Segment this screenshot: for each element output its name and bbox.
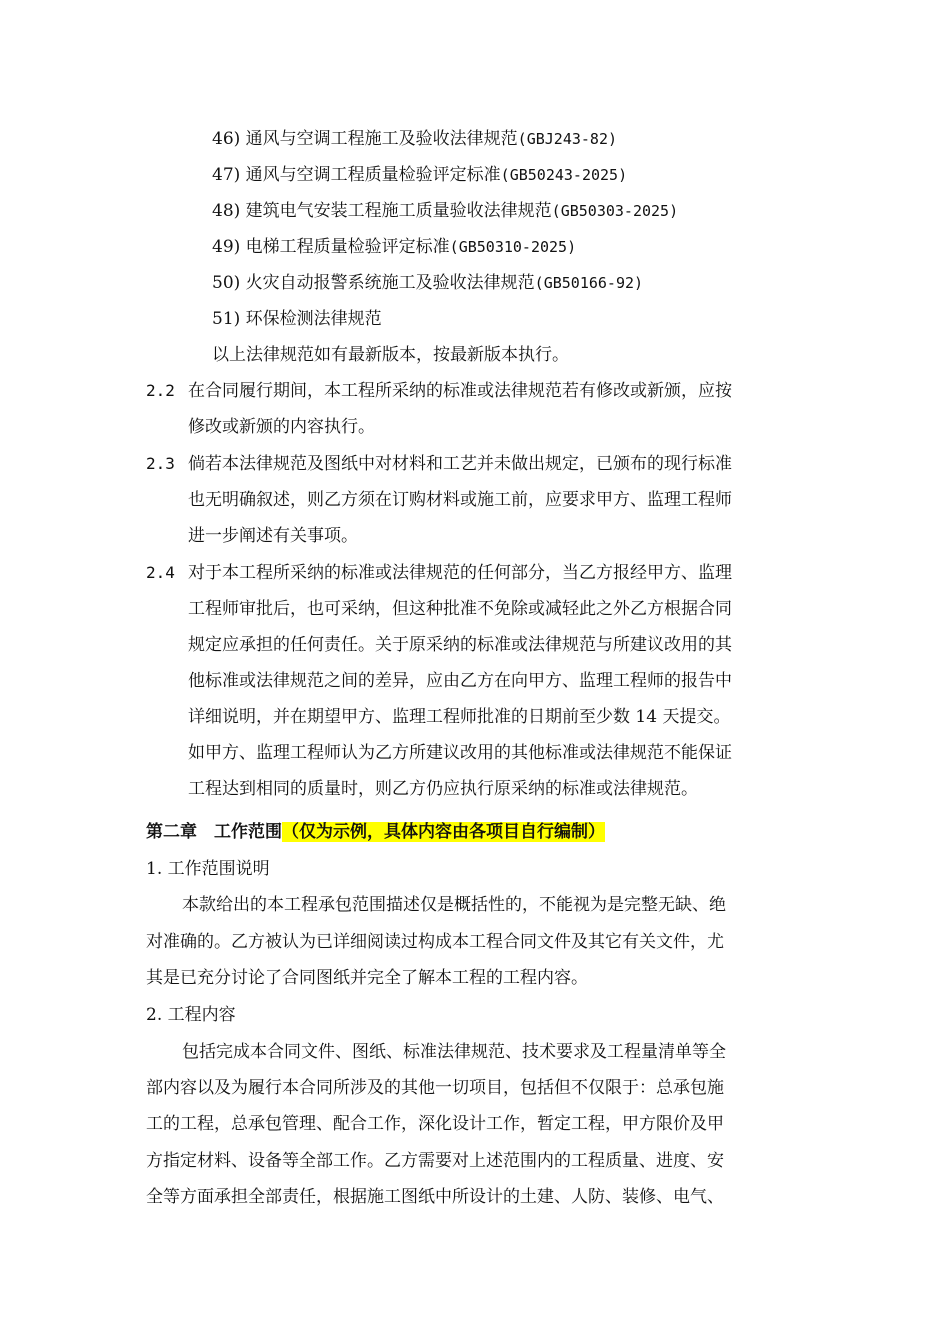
list-item	[212, 235, 576, 259]
list-item-number: 48)	[212, 201, 241, 221]
list-item	[212, 199, 678, 223]
clause-text-line: 在合同履行期间，本工程所采纳的标准或法律规范若有修改或新颁，应按	[188, 381, 732, 401]
list-item-number: 47)	[212, 165, 241, 185]
clause-text-line: 进一步阐述有关事项。	[188, 526, 358, 546]
paragraph-line: 本款给出的本工程承包范围描述仅是概括性的，不能视为是完整无缺、绝	[182, 895, 726, 915]
paragraph-line: 全等方面承担全部责任，根据施工图纸中所设计的土建、人防、装修、电气、	[146, 1187, 724, 1207]
chapter-note-highlight: （仅为示例，具体内容由各项目自行编制）	[282, 822, 605, 842]
list-item	[212, 127, 617, 151]
clause-text-line: 修改或新颁的内容执行。	[188, 417, 375, 437]
list-item	[212, 307, 382, 331]
clause-number: 2.4	[146, 563, 175, 582]
list-item-text: 建筑电气安装工程施工质量验收法律规范	[245, 201, 552, 221]
list-item-number: 51)	[212, 309, 241, 329]
clause-number: 2.2	[146, 381, 175, 400]
list-item-text: 通风与空调工程质量检验评定标准	[245, 165, 501, 185]
list-note: 以上法律规范如有最新版本，按最新版本执行。	[212, 345, 569, 365]
list-item-text: 电梯工程质量检验评定标准	[245, 237, 450, 257]
paragraph-line: 包括完成本合同文件、图纸、标准法律规范、技术要求及工程量清单等全	[182, 1042, 726, 1062]
chapter-title: 第二章 工作范围	[146, 822, 282, 842]
list-item-number: 49)	[212, 237, 241, 257]
list-item	[212, 271, 643, 295]
clause-text-line: 他标准或法律规范之间的差异，应由乙方在向甲方、监理工程师的报告中	[188, 671, 732, 691]
paragraph-line: 其是已充分讨论了合同图纸并完全了解本工程的工程内容。	[146, 968, 588, 988]
list-item-text: 火灾自动报警系统施工及验收法律规范	[245, 273, 535, 293]
paragraph-line: 方指定材料、设备等全部工作。乙方需要对上述范围内的工程质量、进度、安	[146, 1151, 724, 1171]
list-item-number: 50)	[212, 273, 241, 293]
list-item-text: 环保检测法律规范	[245, 309, 382, 329]
list-item-text: 通风与空调工程施工及验收法律规范	[245, 129, 518, 149]
paragraph-line: 工的工程，总承包管理、配合工作，深化设计工作，暂定工程，甲方限价及甲	[146, 1114, 724, 1134]
paragraph-line: 部内容以及为履行本合同所涉及的其他一切项目，包括但不仅限于：总承包施	[146, 1078, 724, 1098]
clause-text-line: 详细说明，并在期望甲方、监理工程师批准的日期前至少数 14 天提交。	[188, 707, 731, 727]
list-item-code: (GB50303-2025)	[551, 202, 679, 220]
clause-text-line: 对于本工程所采纳的标准或法律规范的任何部分，当乙方报经甲方、监理	[188, 563, 732, 583]
clause-text-line: 如甲方、监理工程师认为乙方所建议改用的其他标准或法律规范不能保证	[188, 743, 732, 763]
list-item-number: 46)	[212, 129, 241, 149]
clause-number: 2.3	[146, 454, 175, 473]
clause-text-line: 规定应承担的任何责任。关于原采纳的标准或法律规范与所建议改用的其	[188, 635, 732, 655]
list-item-code: (GBJ243-82)	[517, 130, 618, 148]
section-heading: 2. 工程内容	[146, 1005, 236, 1025]
paragraph-line: 对准确的。乙方被认为已详细阅读过构成本工程合同文件及其它有关文件，尤	[146, 932, 724, 952]
clause-text-line: 也无明确叙述，则乙方须在订购材料或施工前，应要求甲方、监理工程师	[188, 490, 732, 510]
list-item-code: (GB50310-2025)	[449, 238, 577, 256]
clause-text-line: 工程师审批后，也可采纳，但这种批准不免除或减轻此之外乙方根据合同	[188, 599, 732, 619]
list-item-code: (GB50243-2025)	[500, 166, 628, 184]
clause-text-line: 倘若本法律规范及图纸中对材料和工艺并未做出规定，已颁布的现行标准	[188, 454, 732, 474]
chapter-heading	[146, 820, 605, 844]
section-heading: 1. 工作范围说明	[146, 859, 270, 879]
list-item-code: (GB50166-92)	[534, 274, 644, 292]
list-item	[212, 163, 627, 187]
clause-text-line: 工程达到相同的质量时，则乙方仍应执行原采纳的标准或法律规范。	[188, 779, 698, 799]
